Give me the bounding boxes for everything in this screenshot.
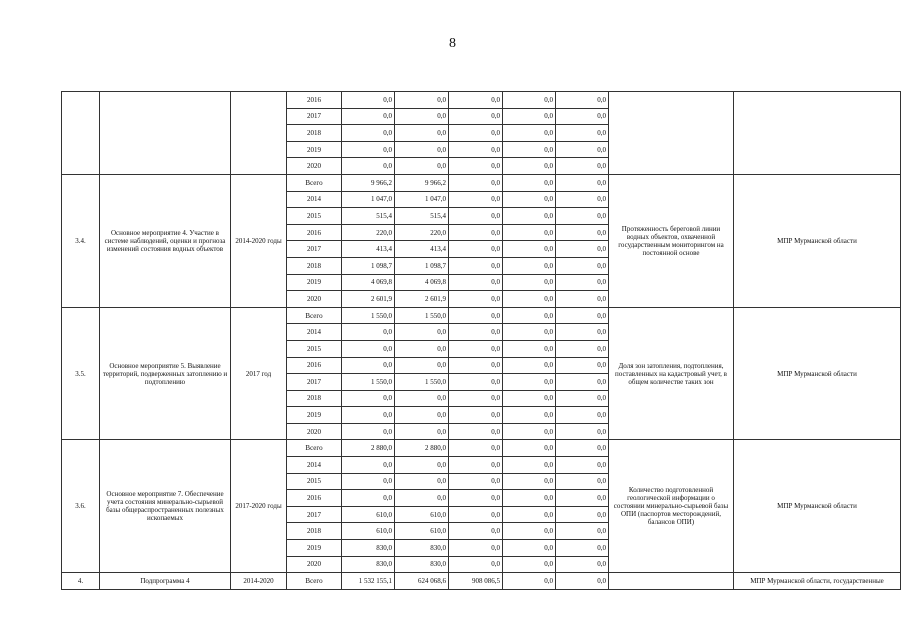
amount-cell: 0,0 (342, 158, 395, 175)
executor: МПР Мурманской области (734, 440, 901, 573)
row-number (62, 92, 100, 175)
amount-cell: 0,0 (342, 340, 395, 357)
year-cell: 2020 (287, 158, 342, 175)
amount-cell: 0,0 (503, 357, 556, 374)
amount-cell: 0,0 (449, 440, 503, 457)
amount-cell: 0,0 (449, 257, 503, 274)
amount-cell: 0,0 (503, 241, 556, 258)
amount-cell: 0,0 (449, 407, 503, 424)
amount-cell: 0,0 (503, 573, 556, 590)
amount-cell: 0,0 (556, 374, 609, 391)
amount-cell: 9 966,2 (395, 174, 449, 191)
amount-cell: 624 068,6 (395, 573, 449, 590)
amount-cell: 0,0 (449, 174, 503, 191)
amount-cell: 0,0 (449, 108, 503, 125)
year-cell: 2017 (287, 506, 342, 523)
indicator: Количество подготовленной геологической информации о состоянии минерально-сырьевой базы ОПИ (паспортов месторождений, балансов ОПИ) (609, 440, 734, 573)
amount-cell: 0,0 (556, 540, 609, 557)
indicator (609, 573, 734, 590)
amount-cell: 0,0 (503, 473, 556, 490)
year-cell: Всего (287, 440, 342, 457)
indicator (609, 92, 734, 175)
amount-cell: 0,0 (342, 92, 395, 109)
row-number: 3.4. (62, 174, 100, 307)
amount-cell: 0,0 (503, 257, 556, 274)
amount-cell: 0,0 (449, 523, 503, 540)
amount-cell: 0,0 (449, 506, 503, 523)
table-row (62, 174, 901, 191)
year-cell: Всего (287, 174, 342, 191)
amount-cell: 0,0 (449, 490, 503, 507)
amount-cell: 0,0 (342, 457, 395, 474)
amount-cell: 0,0 (556, 158, 609, 175)
year-cell: 2016 (287, 490, 342, 507)
amount-cell: 0,0 (449, 274, 503, 291)
amount-cell: 0,0 (556, 257, 609, 274)
period: 2014-2020 (231, 573, 287, 590)
amount-cell: 515,4 (395, 208, 449, 225)
year-cell: 2014 (287, 324, 342, 341)
year-cell: 2016 (287, 224, 342, 241)
amount-cell: 0,0 (395, 92, 449, 109)
row-number: 3.6. (62, 440, 100, 573)
funding-table (61, 91, 901, 590)
amount-cell: 830,0 (342, 540, 395, 557)
year-cell: 2019 (287, 141, 342, 158)
amount-cell: 0,0 (556, 423, 609, 440)
amount-cell: 0,0 (503, 523, 556, 540)
period: 2014-2020 годы (231, 174, 287, 307)
table-row (62, 92, 901, 109)
table-row (62, 440, 901, 457)
amount-cell: 0,0 (342, 473, 395, 490)
row-number: 4. (62, 573, 100, 590)
amount-cell: 0,0 (503, 208, 556, 225)
amount-cell: 1 550,0 (395, 307, 449, 324)
amount-cell: 0,0 (556, 274, 609, 291)
amount-cell: 0,0 (556, 506, 609, 523)
amount-cell: 908 086,5 (449, 573, 503, 590)
amount-cell: 0,0 (503, 506, 556, 523)
amount-cell: 0,0 (395, 423, 449, 440)
amount-cell: 0,0 (449, 473, 503, 490)
year-cell: 2018 (287, 523, 342, 540)
year-cell: 2019 (287, 407, 342, 424)
year-cell: Всего (287, 307, 342, 324)
year-cell: 2015 (287, 473, 342, 490)
amount-cell: 0,0 (395, 158, 449, 175)
amount-cell: 0,0 (449, 457, 503, 474)
period: 2017-2020 годы (231, 440, 287, 573)
amount-cell: 1 532 155,1 (342, 573, 395, 590)
amount-cell: 0,0 (395, 125, 449, 142)
year-cell: 2019 (287, 540, 342, 557)
amount-cell: 0,0 (342, 108, 395, 125)
year-cell: 2018 (287, 125, 342, 142)
year-cell: 2018 (287, 257, 342, 274)
amount-cell: 0,0 (556, 440, 609, 457)
amount-cell: 0,0 (503, 274, 556, 291)
amount-cell: 413,4 (395, 241, 449, 258)
executor: МПР Мурманской области (734, 174, 901, 307)
executor (734, 92, 901, 175)
table-body (62, 92, 901, 590)
year-cell: 2020 (287, 291, 342, 308)
amount-cell: 0,0 (395, 407, 449, 424)
amount-cell: 610,0 (395, 523, 449, 540)
amount-cell: 9 966,2 (342, 174, 395, 191)
amount-cell: 0,0 (556, 307, 609, 324)
amount-cell: 515,4 (342, 208, 395, 225)
amount-cell: 0,0 (449, 141, 503, 158)
amount-cell: 0,0 (556, 556, 609, 573)
amount-cell: 0,0 (556, 573, 609, 590)
amount-cell: 0,0 (556, 174, 609, 191)
amount-cell: 1 550,0 (342, 307, 395, 324)
amount-cell: 1 550,0 (342, 374, 395, 391)
amount-cell: 0,0 (503, 556, 556, 573)
amount-cell: 0,0 (556, 141, 609, 158)
amount-cell: 2 880,0 (395, 440, 449, 457)
amount-cell: 0,0 (449, 374, 503, 391)
amount-cell: 0,0 (342, 125, 395, 142)
year-cell: 2017 (287, 374, 342, 391)
amount-cell: 0,0 (449, 423, 503, 440)
amount-cell: 0,0 (503, 324, 556, 341)
measure-name: Подпрограмма 4 (100, 573, 231, 590)
amount-cell: 0,0 (449, 556, 503, 573)
amount-cell: 2 880,0 (342, 440, 395, 457)
amount-cell: 0,0 (556, 490, 609, 507)
amount-cell: 0,0 (556, 92, 609, 109)
amount-cell: 0,0 (503, 307, 556, 324)
amount-cell: 0,0 (449, 158, 503, 175)
amount-cell: 0,0 (449, 307, 503, 324)
amount-cell: 0,0 (395, 390, 449, 407)
amount-cell: 0,0 (556, 340, 609, 357)
amount-cell: 0,0 (449, 291, 503, 308)
year-cell: 2016 (287, 357, 342, 374)
amount-cell: 4 069,8 (342, 274, 395, 291)
indicator: Протяженность береговой линии водных объектов, охваченной государственным мониторингом на постоянной основе (609, 174, 734, 307)
year-cell: 2017 (287, 108, 342, 125)
amount-cell: 0,0 (556, 357, 609, 374)
year-cell: 2020 (287, 423, 342, 440)
amount-cell: 0,0 (556, 291, 609, 308)
year-cell: 2019 (287, 274, 342, 291)
amount-cell: 0,0 (503, 390, 556, 407)
amount-cell: 413,4 (342, 241, 395, 258)
amount-cell: 0,0 (503, 191, 556, 208)
amount-cell: 0,0 (449, 340, 503, 357)
amount-cell: 0,0 (395, 357, 449, 374)
amount-cell: 0,0 (556, 407, 609, 424)
measure-name: Основное мероприятие 7. Обеспечение учета состояния минерально-сырьевой базы общераспространенных полезных ископаемых (100, 440, 231, 573)
measure-name: Основное мероприятие 5. Выявление территорий, подверженных затоплению и подтоплению (100, 307, 231, 440)
table-row (62, 307, 901, 324)
amount-cell: 0,0 (503, 374, 556, 391)
amount-cell: 1 047,0 (342, 191, 395, 208)
amount-cell: 830,0 (395, 556, 449, 573)
executor: МПР Мурманской области, государственные (734, 573, 901, 590)
indicator: Доля зон затопления, подтопления, поставленных на кадастровый учет, в общем количестве таких зон (609, 307, 734, 440)
amount-cell: 0,0 (503, 490, 556, 507)
table-row (62, 573, 901, 590)
amount-cell: 0,0 (503, 125, 556, 142)
amount-cell: 0,0 (503, 291, 556, 308)
amount-cell: 1 047,0 (395, 191, 449, 208)
amount-cell: 0,0 (503, 158, 556, 175)
amount-cell: 0,0 (503, 423, 556, 440)
amount-cell: 0,0 (342, 324, 395, 341)
amount-cell: 0,0 (503, 457, 556, 474)
amount-cell: 0,0 (449, 224, 503, 241)
amount-cell: 4 069,8 (395, 274, 449, 291)
amount-cell: 0,0 (395, 473, 449, 490)
amount-cell: 0,0 (556, 108, 609, 125)
amount-cell: 0,0 (342, 390, 395, 407)
year-cell: Всего (287, 573, 342, 590)
row-number: 3.5. (62, 307, 100, 440)
measure-name: Основное мероприятие 4. Участие в системе наблюдений, оценки и прогноза изменений состояния водных объектов (100, 174, 231, 307)
period (231, 92, 287, 175)
amount-cell: 0,0 (449, 241, 503, 258)
year-cell: 2020 (287, 556, 342, 573)
year-cell: 2015 (287, 208, 342, 225)
amount-cell: 0,0 (503, 540, 556, 557)
amount-cell: 0,0 (449, 125, 503, 142)
amount-cell: 2 601,9 (395, 291, 449, 308)
year-cell: 2015 (287, 340, 342, 357)
amount-cell: 1 550,0 (395, 374, 449, 391)
amount-cell: 830,0 (342, 556, 395, 573)
amount-cell: 0,0 (556, 473, 609, 490)
amount-cell: 610,0 (395, 506, 449, 523)
amount-cell: 0,0 (449, 324, 503, 341)
amount-cell: 0,0 (342, 141, 395, 158)
amount-cell: 0,0 (449, 92, 503, 109)
amount-cell: 0,0 (342, 490, 395, 507)
year-cell: 2017 (287, 241, 342, 258)
measure-name (100, 92, 231, 175)
amount-cell: 0,0 (449, 191, 503, 208)
amount-cell: 0,0 (395, 108, 449, 125)
amount-cell: 830,0 (395, 540, 449, 557)
amount-cell: 0,0 (556, 208, 609, 225)
amount-cell: 0,0 (556, 457, 609, 474)
amount-cell: 0,0 (449, 357, 503, 374)
amount-cell: 0,0 (556, 324, 609, 341)
amount-cell: 220,0 (395, 224, 449, 241)
amount-cell: 0,0 (342, 407, 395, 424)
amount-cell: 0,0 (503, 92, 556, 109)
amount-cell: 0,0 (503, 141, 556, 158)
amount-cell: 0,0 (503, 440, 556, 457)
amount-cell: 0,0 (395, 324, 449, 341)
amount-cell: 610,0 (342, 506, 395, 523)
amount-cell: 0,0 (556, 241, 609, 258)
amount-cell: 0,0 (503, 174, 556, 191)
amount-cell: 0,0 (556, 390, 609, 407)
year-cell: 2016 (287, 92, 342, 109)
amount-cell: 0,0 (449, 390, 503, 407)
amount-cell: 0,0 (395, 457, 449, 474)
amount-cell: 0,0 (503, 407, 556, 424)
amount-cell: 0,0 (342, 357, 395, 374)
year-cell: 2018 (287, 390, 342, 407)
amount-cell: 0,0 (449, 540, 503, 557)
year-cell: 2014 (287, 457, 342, 474)
amount-cell: 0,0 (556, 191, 609, 208)
amount-cell: 0,0 (449, 208, 503, 225)
executor: МПР Мурманской области (734, 307, 901, 440)
amount-cell: 0,0 (503, 108, 556, 125)
period: 2017 год (231, 307, 287, 440)
amount-cell: 0,0 (556, 224, 609, 241)
amount-cell: 0,0 (556, 125, 609, 142)
amount-cell: 1 098,7 (395, 257, 449, 274)
amount-cell: 610,0 (342, 523, 395, 540)
page-number: 8 (449, 36, 456, 51)
year-cell: 2014 (287, 191, 342, 208)
amount-cell: 0,0 (556, 523, 609, 540)
amount-cell: 0,0 (342, 423, 395, 440)
amount-cell: 0,0 (395, 340, 449, 357)
amount-cell: 220,0 (342, 224, 395, 241)
amount-cell: 0,0 (395, 141, 449, 158)
amount-cell: 1 098,7 (342, 257, 395, 274)
amount-cell: 0,0 (503, 340, 556, 357)
amount-cell: 2 601,9 (342, 291, 395, 308)
amount-cell: 0,0 (503, 224, 556, 241)
amount-cell: 0,0 (395, 490, 449, 507)
